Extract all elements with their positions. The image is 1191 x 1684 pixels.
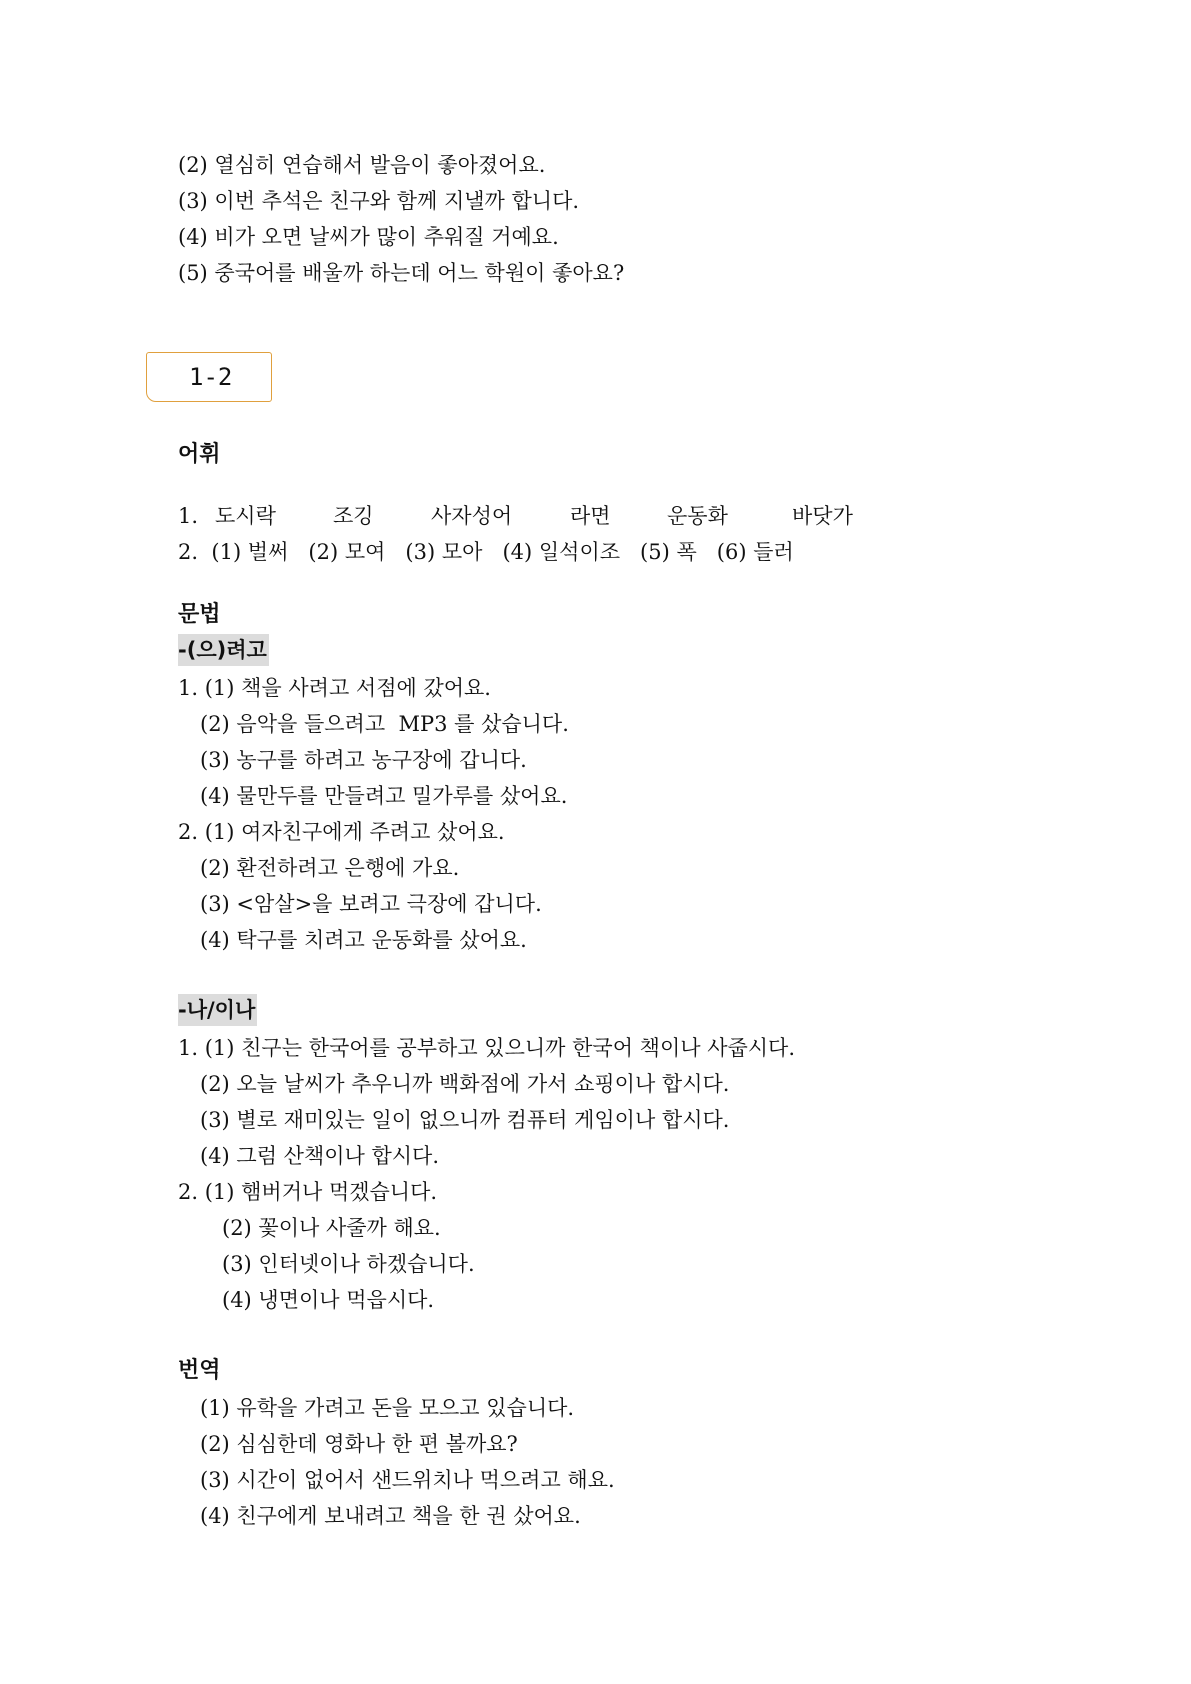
grammar-line: 2. (1) 여자친구에게 주려고 샀어요. [178,820,505,844]
grammar-line: (2) 음악을 들으려고 MP3 를 샀습니다. [200,712,569,736]
vocab-word: 라면 [570,504,611,528]
grammar-line: 1. (1) 책을 사려고 서점에 갔어요. [178,676,491,700]
lesson-label: 1-2 [189,363,233,391]
answer-line: (5) 중국어를 배울까 하는데 어느 학원이 좋아요? [178,261,625,285]
grammar-line: 2. (1) 햄버거나 먹겠습니다. [178,1180,438,1204]
vocab-word: 바닷가 [792,504,853,528]
translation-heading: 번역 [178,1358,221,1383]
answer-line: (2) 열심히 연습해서 발음이 좋아졌어요. [178,153,546,177]
grammar-line: (2) 오늘 날씨가 추우니까 백화점에 가서 쇼핑이나 합시다. [200,1072,730,1096]
grammar-pattern-label: -나/이나 [178,994,257,1026]
grammar-line: (3) 별로 재미있는 일이 없으니까 컴퓨터 게임이나 합시다. [200,1108,730,1132]
vocab-word: 조깅 [333,504,374,528]
grammar-heading: 문법 [178,602,221,627]
vocab-item2: 2. (1) 벌써 (2) 모여 (3) 모아 (4) 일석이조 (5) 폭 (6) 들러 [178,540,794,564]
vocab-item1-number: 1. [178,504,199,528]
grammar-line: (3) <암살>을 보려고 극장에 갑니다. [200,892,542,916]
answer-line: (3) 이번 추석은 친구와 함께 지낼까 합니다. [178,189,580,213]
vocab-word: 사자성어 [431,504,513,528]
vocab-heading: 어휘 [178,442,221,467]
grammar-line: (4) 냉면이나 먹읍시다. [222,1288,435,1312]
translation-line: (4) 친구에게 보내려고 책을 한 권 샀어요. [200,1504,581,1528]
grammar-line: (3) 농구를 하려고 농구장에 갑니다. [200,748,527,772]
grammar-line: (4) 물만두를 만들려고 밀가루를 샀어요. [200,784,568,808]
grammar-line: (2) 환전하려고 은행에 가요. [200,856,460,880]
answer-line: (4) 비가 오면 날씨가 많이 추워질 거예요. [178,225,559,249]
translation-line: (2) 심심한데 영화나 한 편 볼까요? [200,1432,518,1456]
grammar-line: (3) 인터넷이나 하겠습니다. [222,1252,475,1276]
translation-line: (3) 시간이 없어서 샌드위치나 먹으려고 해요. [200,1468,615,1492]
translation-line: (1) 유학을 가려고 돈을 모으고 있습니다. [200,1396,575,1420]
grammar-line: (2) 꽃이나 사줄까 해요. [222,1216,441,1240]
lesson-label-box [146,352,272,402]
grammar-line: (4) 탁구를 치려고 운동화를 샀어요. [200,928,527,952]
vocab-word: 운동화 [667,504,728,528]
grammar-pattern-label: -(으)려고 [178,634,269,666]
grammar-line: (4) 그럼 산책이나 합시다. [200,1144,440,1168]
vocab-word: 도시락 [215,504,276,528]
grammar-line: 1. (1) 친구는 한국어를 공부하고 있으니까 한국어 책이나 사줍시다. [178,1036,796,1060]
